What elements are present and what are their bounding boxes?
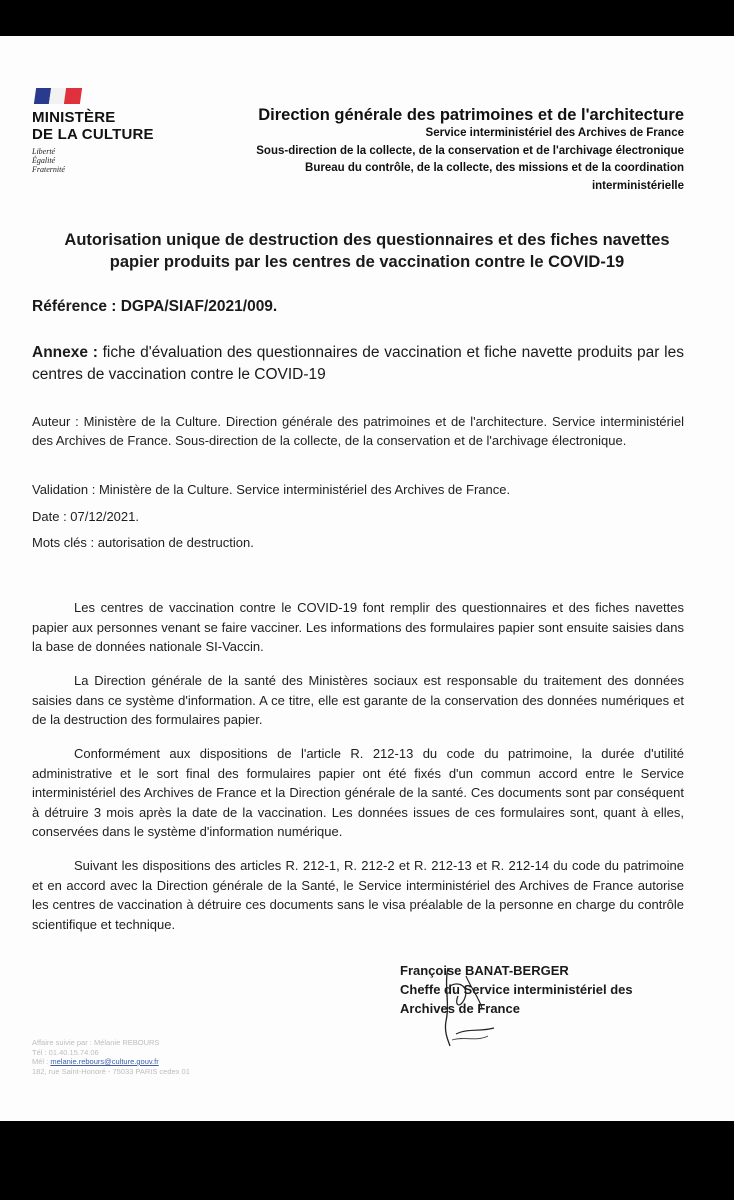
footer-affaire: Affaire suivie par : Mélanie REBOURS <box>32 1038 160 1047</box>
meta-validation: Validation : Ministère de la Culture. Service interministériel des Archives de France. <box>32 482 511 497</box>
footer-address: 182, rue Saint-Honoré - 75033 PARIS cedex 01 <box>32 1066 190 1076</box>
direction-name: Direction générale des patrimoines et de l'architecture <box>258 106 684 124</box>
signatory-name: Françoise BANAT-BERGER <box>400 963 569 978</box>
signatory-role-line-2: Archives de France <box>400 1001 520 1016</box>
body-paragraph-4: Suivant les dispositions des articles R. 212-1, R. 212-2 et R. 212-13 et R. 212-14 du code du patrimoine et en accord avec la Direction générale de la Santé, le Service interministériel des Archives de France autorise les centres de vaccination à détruire ces documents sans le visa préalable de la personne en charge du contrôle scientifique et technique. <box>32 858 684 932</box>
tricolor-flag-icon <box>34 88 82 104</box>
meta-date: Date : 07/12/2021. <box>32 509 139 524</box>
ministry-line-1: MINISTÈRE <box>32 109 116 126</box>
footer-mel-label: Mél : <box>32 1057 49 1066</box>
service-name: Service interministériel des Archives de France <box>425 127 684 139</box>
motto-liberte: Liberté <box>32 147 56 156</box>
footer-tel: Tél : 01.40.15.74.06 <box>32 1047 99 1057</box>
document-page <box>0 36 734 1121</box>
ministry-logo <box>32 88 172 174</box>
reference-number: Référence : DGPA/SIAF/2021/009. <box>32 298 278 315</box>
body-paragraph-1: Les centres de vaccination contre le COVID-19 font remplir des questionnaires et des fiches navettes papier aux personnes venant se faire vacciner. Les informations des formulaires papier sont ensuite saisies dans la base de données nationale SI-Vaccin. <box>32 600 684 654</box>
footer-email-link[interactable]: melanie.rebours@culture.gouv.fr <box>50 1057 159 1066</box>
annexe-line <box>32 342 684 386</box>
meta-mots-cles: Mots clés : autorisation de destruction. <box>32 535 254 550</box>
bureau-name-line-1: Bureau du contrôle, de la collecte, des missions et de la coordination <box>305 162 684 174</box>
meta-auteur: Auteur : Ministère de la Culture. Direction générale des patrimoines et de l'architecture. Service interministériel des Archives de France. Sous-direction de la collecte, de la conservation et de l'archivage électronique. <box>32 414 684 448</box>
signatory-role-line-1: Cheffe du Service interministériel des <box>400 982 633 997</box>
body-paragraph-3: Conformément aux dispositions de l'article R. 212-13 du code du patrimoine, la durée d'utilité administrative et le sort final des formulaires papier ont été fixés d'un commun accord entre le Service interministériel des Archives de France et la Direction générale de la santé. Ces documents sont par conséquent à détruire 3 mois après la date de la vaccination. Les données issues de ces formulaires sont, quant à elles, conservées dans le système d'information numérique. <box>32 746 684 839</box>
motto-egalite: Égalité <box>32 156 56 165</box>
motto-fraternite: Fraternité <box>32 165 65 174</box>
ministry-name <box>32 109 172 143</box>
annexe-label: Annexe : <box>32 344 98 361</box>
contact-footer <box>32 1038 190 1076</box>
annexe-text: fiche d'évaluation des questionnaires de vaccination et fiche navette produits par les centres de vaccination contre le COVID-19 <box>32 344 684 383</box>
republic-motto <box>32 147 172 174</box>
ministry-line-2: DE LA CULTURE <box>32 126 154 143</box>
body-paragraph-2: La Direction générale de la santé des Ministères sociaux est responsable du traitement des données saisies dans ce système d'information. A ce titre, elle est garante de la conservation des données numériques et de la destruction des formulaires papier. <box>32 673 684 727</box>
document-title: Autorisation unique de destruction des questionnaires et des fiches navettes papier produits par les centres de vaccination contre le COVID-19 <box>64 231 670 271</box>
handwritten-signature <box>420 966 510 1051</box>
bureau-name-line-2: interministérielle <box>591 179 684 192</box>
issuing-department <box>164 105 684 195</box>
sous-direction-name: Sous-direction de la collecte, de la conservation et de l'archivage électronique <box>256 144 684 157</box>
footer-mel <box>32 1057 190 1067</box>
